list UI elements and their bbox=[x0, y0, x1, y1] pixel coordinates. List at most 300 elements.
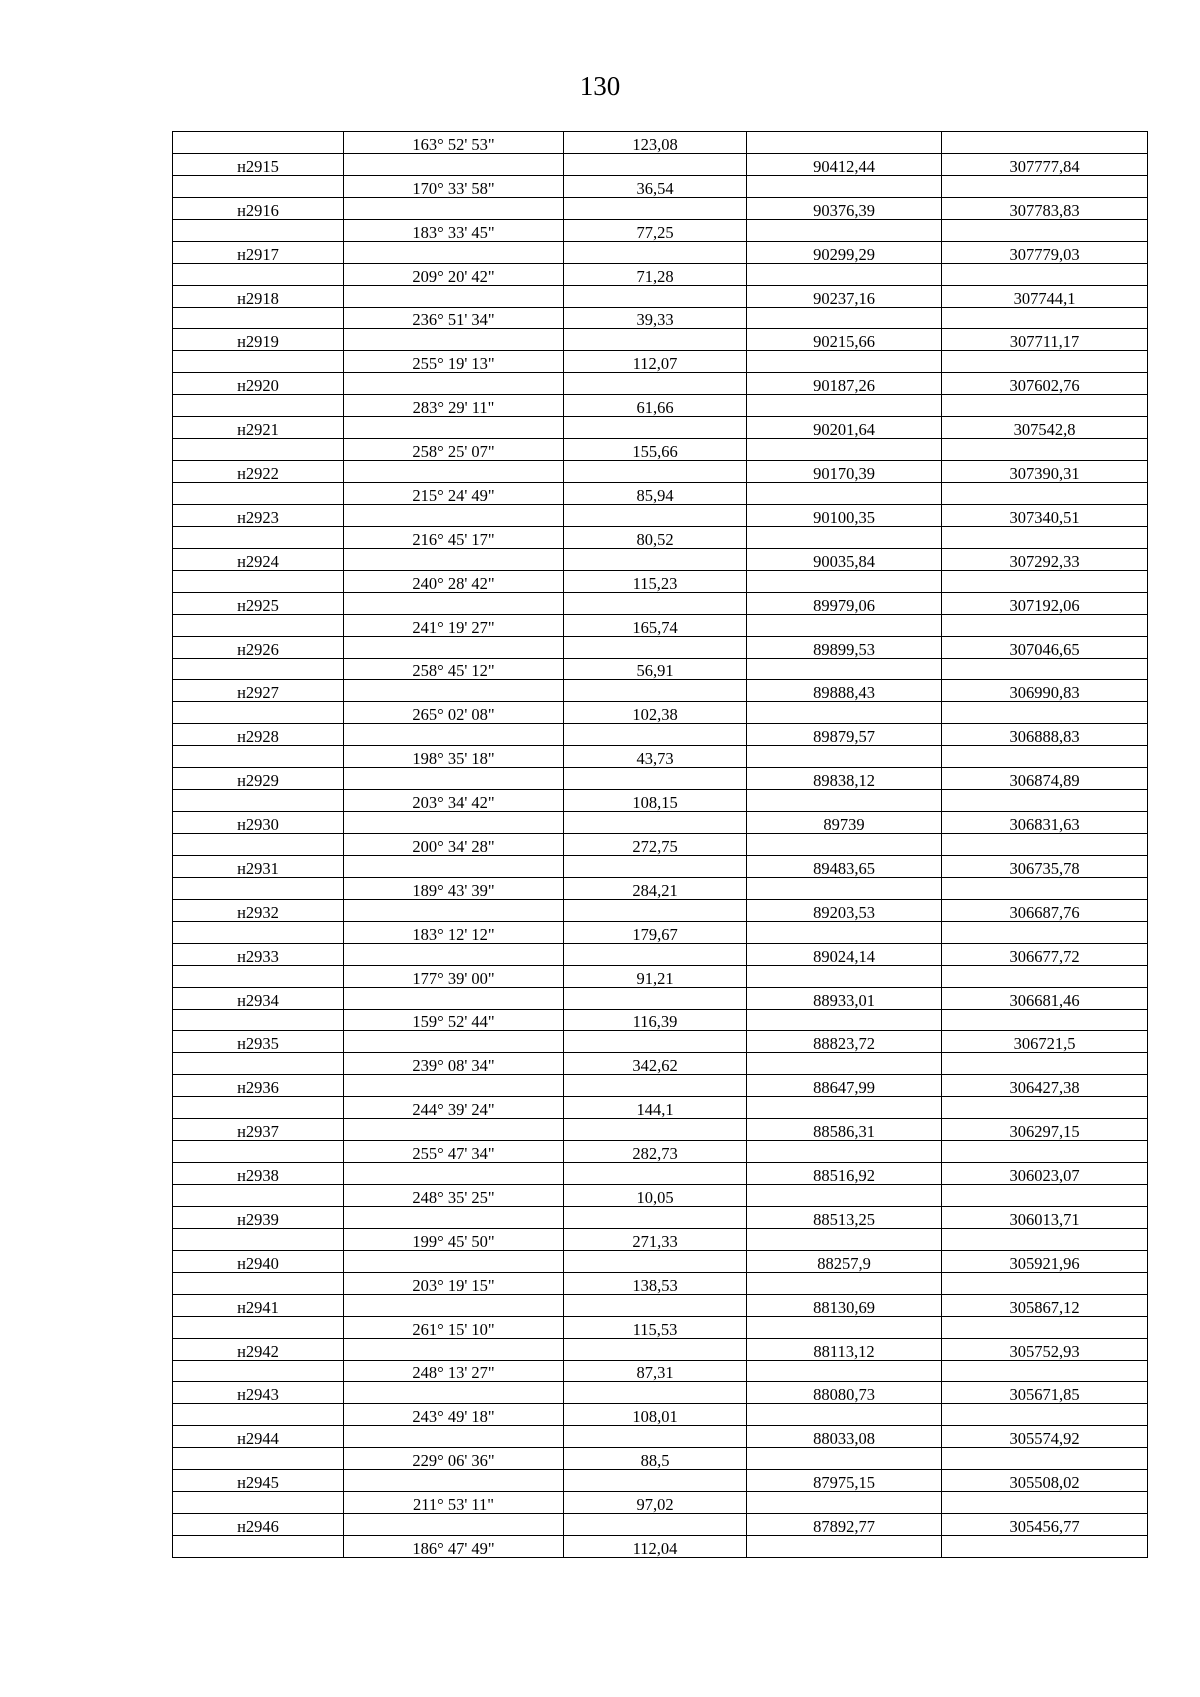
table-row bbox=[173, 877, 1148, 899]
distance-cell bbox=[564, 417, 747, 439]
distance-cell bbox=[564, 1514, 747, 1536]
point-cell bbox=[173, 1185, 344, 1207]
y-coordinate-cell bbox=[942, 877, 1148, 899]
angle-cell bbox=[344, 241, 564, 263]
table-row bbox=[173, 1360, 1148, 1382]
page-number: 130 bbox=[579, 71, 621, 101]
angle-cell: 216° 45' 17" bbox=[344, 526, 564, 548]
angle-cell bbox=[344, 1075, 564, 1097]
table-row bbox=[173, 1097, 1148, 1119]
y-coordinate-cell bbox=[942, 526, 1148, 548]
angle-cell bbox=[344, 1514, 564, 1536]
distance-cell: 165,74 bbox=[564, 614, 747, 636]
x-coordinate-cell bbox=[747, 702, 942, 724]
table-row bbox=[173, 395, 1148, 417]
angle-cell: 283° 29' 11" bbox=[344, 395, 564, 417]
x-coordinate-cell bbox=[747, 526, 942, 548]
point-cell: н2943 bbox=[173, 1382, 344, 1404]
y-coordinate-cell bbox=[942, 1360, 1148, 1382]
angle-cell bbox=[344, 1250, 564, 1272]
x-coordinate-cell bbox=[747, 834, 942, 856]
point-cell: н2944 bbox=[173, 1426, 344, 1448]
angle-cell: 248° 35' 25" bbox=[344, 1185, 564, 1207]
y-coordinate-cell: 306735,78 bbox=[942, 855, 1148, 877]
table-row bbox=[173, 592, 1148, 614]
angle-cell: 239° 08' 34" bbox=[344, 1053, 564, 1075]
table-row bbox=[173, 1163, 1148, 1185]
point-cell: н2920 bbox=[173, 373, 344, 395]
table-row bbox=[173, 768, 1148, 790]
x-coordinate-cell: 88113,12 bbox=[747, 1338, 942, 1360]
distance-cell bbox=[564, 899, 747, 921]
angle-cell: 255° 19' 13" bbox=[344, 351, 564, 373]
angle-cell: 229° 06' 36" bbox=[344, 1448, 564, 1470]
distance-cell bbox=[564, 1075, 747, 1097]
distance-cell: 108,01 bbox=[564, 1404, 747, 1426]
y-coordinate-cell: 307542,8 bbox=[942, 417, 1148, 439]
table-row bbox=[173, 197, 1148, 219]
distance-cell bbox=[564, 768, 747, 790]
y-coordinate-cell bbox=[942, 1053, 1148, 1075]
x-coordinate-cell: 88933,01 bbox=[747, 987, 942, 1009]
point-cell: н2937 bbox=[173, 1119, 344, 1141]
x-coordinate-cell: 90237,16 bbox=[747, 285, 942, 307]
angle-cell: 243° 49' 18" bbox=[344, 1404, 564, 1426]
x-coordinate-cell: 88080,73 bbox=[747, 1382, 942, 1404]
distance-cell: 115,53 bbox=[564, 1316, 747, 1338]
x-coordinate-cell: 88823,72 bbox=[747, 1031, 942, 1053]
x-coordinate-cell: 89838,12 bbox=[747, 768, 942, 790]
point-cell: н2918 bbox=[173, 285, 344, 307]
point-cell: н2940 bbox=[173, 1250, 344, 1272]
x-coordinate-cell: 88130,69 bbox=[747, 1294, 942, 1316]
distance-cell bbox=[564, 1163, 747, 1185]
distance-cell: 284,21 bbox=[564, 877, 747, 899]
table-row bbox=[173, 899, 1148, 921]
angle-cell: 211° 53' 11" bbox=[344, 1492, 564, 1514]
distance-cell: 91,21 bbox=[564, 965, 747, 987]
y-coordinate-cell bbox=[942, 702, 1148, 724]
x-coordinate-cell bbox=[747, 1316, 942, 1338]
table-row bbox=[173, 263, 1148, 285]
distance-cell bbox=[564, 548, 747, 570]
distance-cell: 116,39 bbox=[564, 1009, 747, 1031]
x-coordinate-cell: 89739 bbox=[747, 812, 942, 834]
y-coordinate-cell: 307711,17 bbox=[942, 329, 1148, 351]
angle-cell bbox=[344, 680, 564, 702]
x-coordinate-cell: 88513,25 bbox=[747, 1206, 942, 1228]
distance-cell bbox=[564, 636, 747, 658]
point-cell bbox=[173, 1097, 344, 1119]
distance-cell: 77,25 bbox=[564, 219, 747, 241]
table-row bbox=[173, 1382, 1148, 1404]
distance-cell bbox=[564, 987, 747, 1009]
distance-cell: 282,73 bbox=[564, 1141, 747, 1163]
y-coordinate-cell bbox=[942, 1185, 1148, 1207]
angle-cell: 200° 34' 28" bbox=[344, 834, 564, 856]
table-row bbox=[173, 855, 1148, 877]
y-coordinate-cell: 306721,5 bbox=[942, 1031, 1148, 1053]
angle-cell bbox=[344, 153, 564, 175]
table-row bbox=[173, 1492, 1148, 1514]
y-coordinate-cell: 306681,46 bbox=[942, 987, 1148, 1009]
distance-cell bbox=[564, 1294, 747, 1316]
angle-cell bbox=[344, 943, 564, 965]
x-coordinate-cell bbox=[747, 1053, 942, 1075]
x-coordinate-cell bbox=[747, 570, 942, 592]
table-row bbox=[173, 1316, 1148, 1338]
y-coordinate-cell: 305456,77 bbox=[942, 1514, 1148, 1536]
point-cell bbox=[173, 614, 344, 636]
distance-cell bbox=[564, 1382, 747, 1404]
coordinates-table bbox=[172, 131, 1148, 1558]
y-coordinate-cell bbox=[942, 1272, 1148, 1294]
x-coordinate-cell: 88516,92 bbox=[747, 1163, 942, 1185]
y-coordinate-cell: 306990,83 bbox=[942, 680, 1148, 702]
point-cell: н2930 bbox=[173, 812, 344, 834]
table-row bbox=[173, 1536, 1148, 1558]
table-row bbox=[173, 1206, 1148, 1228]
y-coordinate-cell: 306831,63 bbox=[942, 812, 1148, 834]
x-coordinate-cell bbox=[747, 965, 942, 987]
distance-cell bbox=[564, 1031, 747, 1053]
x-coordinate-cell bbox=[747, 219, 942, 241]
table-row bbox=[173, 483, 1148, 505]
point-cell: н2935 bbox=[173, 1031, 344, 1053]
distance-cell: 112,07 bbox=[564, 351, 747, 373]
table-row bbox=[173, 548, 1148, 570]
table-row bbox=[173, 658, 1148, 680]
y-coordinate-cell bbox=[942, 263, 1148, 285]
angle-cell: 215° 24' 49" bbox=[344, 483, 564, 505]
x-coordinate-cell bbox=[747, 395, 942, 417]
table-row bbox=[173, 461, 1148, 483]
point-cell: н2929 bbox=[173, 768, 344, 790]
y-coordinate-cell: 307340,51 bbox=[942, 504, 1148, 526]
angle-cell: 159° 52' 44" bbox=[344, 1009, 564, 1031]
angle-cell: 236° 51' 34" bbox=[344, 307, 564, 329]
distance-cell bbox=[564, 329, 747, 351]
table-row bbox=[173, 373, 1148, 395]
angle-cell bbox=[344, 1119, 564, 1141]
point-cell bbox=[173, 439, 344, 461]
table-row bbox=[173, 1141, 1148, 1163]
angle-cell: 248° 13' 27" bbox=[344, 1360, 564, 1382]
y-coordinate-cell bbox=[942, 1492, 1148, 1514]
distance-cell: 108,15 bbox=[564, 790, 747, 812]
point-cell bbox=[173, 1404, 344, 1426]
y-coordinate-cell bbox=[942, 790, 1148, 812]
x-coordinate-cell: 90187,26 bbox=[747, 373, 942, 395]
angle-cell bbox=[344, 373, 564, 395]
distance-cell: 43,73 bbox=[564, 746, 747, 768]
angle-cell bbox=[344, 987, 564, 1009]
distance-cell: 102,38 bbox=[564, 702, 747, 724]
angle-cell: 189° 43' 39" bbox=[344, 877, 564, 899]
x-coordinate-cell bbox=[747, 483, 942, 505]
point-cell bbox=[173, 307, 344, 329]
table-row bbox=[173, 175, 1148, 197]
y-coordinate-cell: 306687,76 bbox=[942, 899, 1148, 921]
point-cell bbox=[173, 395, 344, 417]
table-row bbox=[173, 987, 1148, 1009]
coordinates-table-body bbox=[173, 132, 1148, 1558]
y-coordinate-cell bbox=[942, 614, 1148, 636]
distance-cell bbox=[564, 1206, 747, 1228]
point-cell: н2924 bbox=[173, 548, 344, 570]
y-coordinate-cell bbox=[942, 658, 1148, 680]
x-coordinate-cell: 90035,84 bbox=[747, 548, 942, 570]
table-row bbox=[173, 614, 1148, 636]
table-row bbox=[173, 329, 1148, 351]
distance-cell: 97,02 bbox=[564, 1492, 747, 1514]
distance-cell: 56,91 bbox=[564, 658, 747, 680]
x-coordinate-cell: 89879,57 bbox=[747, 724, 942, 746]
angle-cell bbox=[344, 899, 564, 921]
angle-cell: 258° 45' 12" bbox=[344, 658, 564, 680]
point-cell: н2917 bbox=[173, 241, 344, 263]
distance-cell bbox=[564, 197, 747, 219]
angle-cell: 261° 15' 10" bbox=[344, 1316, 564, 1338]
angle-cell: 163° 52' 53" bbox=[344, 132, 564, 154]
point-cell: н2925 bbox=[173, 592, 344, 614]
table-row bbox=[173, 1053, 1148, 1075]
distance-cell: 85,94 bbox=[564, 483, 747, 505]
point-cell: н2934 bbox=[173, 987, 344, 1009]
distance-cell bbox=[564, 373, 747, 395]
distance-cell: 39,33 bbox=[564, 307, 747, 329]
point-cell: н2922 bbox=[173, 461, 344, 483]
x-coordinate-cell: 88257,9 bbox=[747, 1250, 942, 1272]
angle-cell bbox=[344, 197, 564, 219]
point-cell: н2933 bbox=[173, 943, 344, 965]
angle-cell bbox=[344, 548, 564, 570]
point-cell: н2919 bbox=[173, 329, 344, 351]
distance-cell bbox=[564, 153, 747, 175]
x-coordinate-cell: 89024,14 bbox=[747, 943, 942, 965]
angle-cell bbox=[344, 592, 564, 614]
point-cell: н2946 bbox=[173, 1514, 344, 1536]
y-coordinate-cell: 305671,85 bbox=[942, 1382, 1148, 1404]
y-coordinate-cell: 307602,76 bbox=[942, 373, 1148, 395]
distance-cell bbox=[564, 241, 747, 263]
point-cell: н2945 bbox=[173, 1470, 344, 1492]
table-row bbox=[173, 1338, 1148, 1360]
table-row bbox=[173, 1470, 1148, 1492]
x-coordinate-cell bbox=[747, 877, 942, 899]
angle-cell bbox=[344, 636, 564, 658]
angle-cell: 265° 02' 08" bbox=[344, 702, 564, 724]
table-row bbox=[173, 570, 1148, 592]
x-coordinate-cell bbox=[747, 1448, 942, 1470]
point-cell bbox=[173, 526, 344, 548]
angle-cell bbox=[344, 1338, 564, 1360]
y-coordinate-cell: 306888,83 bbox=[942, 724, 1148, 746]
y-coordinate-cell bbox=[942, 175, 1148, 197]
point-cell: н2927 bbox=[173, 680, 344, 702]
table-row bbox=[173, 834, 1148, 856]
y-coordinate-cell bbox=[942, 1141, 1148, 1163]
x-coordinate-cell: 88586,31 bbox=[747, 1119, 942, 1141]
angle-cell: 244° 39' 24" bbox=[344, 1097, 564, 1119]
distance-cell bbox=[564, 285, 747, 307]
table-row bbox=[173, 636, 1148, 658]
y-coordinate-cell: 307783,83 bbox=[942, 197, 1148, 219]
point-cell: н2926 bbox=[173, 636, 344, 658]
distance-cell bbox=[564, 1119, 747, 1141]
y-coordinate-cell: 305921,96 bbox=[942, 1250, 1148, 1272]
angle-cell bbox=[344, 1426, 564, 1448]
x-coordinate-cell bbox=[747, 439, 942, 461]
y-coordinate-cell: 307744,1 bbox=[942, 285, 1148, 307]
table-row bbox=[173, 1426, 1148, 1448]
point-cell bbox=[173, 1360, 344, 1382]
distance-cell: 155,66 bbox=[564, 439, 747, 461]
point-cell: н2941 bbox=[173, 1294, 344, 1316]
angle-cell bbox=[344, 1382, 564, 1404]
point-cell: н2931 bbox=[173, 855, 344, 877]
table-row bbox=[173, 1250, 1148, 1272]
table-row bbox=[173, 285, 1148, 307]
distance-cell: 61,66 bbox=[564, 395, 747, 417]
x-coordinate-cell bbox=[747, 1360, 942, 1382]
x-coordinate-cell: 90376,39 bbox=[747, 197, 942, 219]
table-row bbox=[173, 307, 1148, 329]
angle-cell: 170° 33' 58" bbox=[344, 175, 564, 197]
point-cell bbox=[173, 965, 344, 987]
y-coordinate-cell: 305574,92 bbox=[942, 1426, 1148, 1448]
point-cell: н2915 bbox=[173, 153, 344, 175]
y-coordinate-cell bbox=[942, 132, 1148, 154]
y-coordinate-cell bbox=[942, 1448, 1148, 1470]
point-cell bbox=[173, 219, 344, 241]
y-coordinate-cell: 307777,84 bbox=[942, 153, 1148, 175]
x-coordinate-cell bbox=[747, 790, 942, 812]
y-coordinate-cell: 307046,65 bbox=[942, 636, 1148, 658]
angle-cell bbox=[344, 417, 564, 439]
point-cell bbox=[173, 351, 344, 373]
x-coordinate-cell: 90299,29 bbox=[747, 241, 942, 263]
distance-cell bbox=[564, 1470, 747, 1492]
x-coordinate-cell bbox=[747, 132, 942, 154]
angle-cell bbox=[344, 285, 564, 307]
x-coordinate-cell bbox=[747, 263, 942, 285]
table-row bbox=[173, 1185, 1148, 1207]
angle-cell bbox=[344, 1031, 564, 1053]
table-row bbox=[173, 219, 1148, 241]
y-coordinate-cell: 307390,31 bbox=[942, 461, 1148, 483]
x-coordinate-cell bbox=[747, 1536, 942, 1558]
angle-cell: 258° 25' 07" bbox=[344, 439, 564, 461]
table-row bbox=[173, 153, 1148, 175]
y-coordinate-cell bbox=[942, 921, 1148, 943]
x-coordinate-cell bbox=[747, 658, 942, 680]
angle-cell: 199° 45' 50" bbox=[344, 1228, 564, 1250]
table-row bbox=[173, 526, 1148, 548]
point-cell bbox=[173, 790, 344, 812]
x-coordinate-cell bbox=[747, 1492, 942, 1514]
angle-cell bbox=[344, 1206, 564, 1228]
y-coordinate-cell: 305867,12 bbox=[942, 1294, 1148, 1316]
angle-cell: 198° 35' 18" bbox=[344, 746, 564, 768]
point-cell: н2916 bbox=[173, 197, 344, 219]
distance-cell: 87,31 bbox=[564, 1360, 747, 1382]
x-coordinate-cell: 90170,39 bbox=[747, 461, 942, 483]
table-row bbox=[173, 1075, 1148, 1097]
point-cell: н2939 bbox=[173, 1206, 344, 1228]
distance-cell bbox=[564, 461, 747, 483]
x-coordinate-cell bbox=[747, 1185, 942, 1207]
distance-cell: 138,53 bbox=[564, 1272, 747, 1294]
table-row bbox=[173, 241, 1148, 263]
y-coordinate-cell bbox=[942, 1097, 1148, 1119]
distance-cell: 36,54 bbox=[564, 175, 747, 197]
x-coordinate-cell bbox=[747, 1141, 942, 1163]
y-coordinate-cell bbox=[942, 351, 1148, 373]
point-cell bbox=[173, 263, 344, 285]
table-row bbox=[173, 1294, 1148, 1316]
point-cell: н2942 bbox=[173, 1338, 344, 1360]
x-coordinate-cell: 90201,64 bbox=[747, 417, 942, 439]
distance-cell bbox=[564, 1426, 747, 1448]
table-row bbox=[173, 702, 1148, 724]
y-coordinate-cell: 305508,02 bbox=[942, 1470, 1148, 1492]
y-coordinate-cell: 307192,06 bbox=[942, 592, 1148, 614]
point-cell bbox=[173, 132, 344, 154]
angle-cell: 203° 34' 42" bbox=[344, 790, 564, 812]
point-cell: н2932 bbox=[173, 899, 344, 921]
distance-cell bbox=[564, 812, 747, 834]
y-coordinate-cell: 306023,07 bbox=[942, 1163, 1148, 1185]
point-cell bbox=[173, 1316, 344, 1338]
point-cell: н2938 bbox=[173, 1163, 344, 1185]
point-cell bbox=[173, 1053, 344, 1075]
angle-cell: 183° 33' 45" bbox=[344, 219, 564, 241]
angle-cell bbox=[344, 504, 564, 526]
distance-cell: 88,5 bbox=[564, 1448, 747, 1470]
point-cell bbox=[173, 1228, 344, 1250]
y-coordinate-cell bbox=[942, 483, 1148, 505]
y-coordinate-cell bbox=[942, 1404, 1148, 1426]
point-cell: н2921 bbox=[173, 417, 344, 439]
x-coordinate-cell: 90215,66 bbox=[747, 329, 942, 351]
y-coordinate-cell bbox=[942, 834, 1148, 856]
point-cell: н2936 bbox=[173, 1075, 344, 1097]
table-row bbox=[173, 1272, 1148, 1294]
angle-cell: 209° 20' 42" bbox=[344, 263, 564, 285]
x-coordinate-cell: 87975,15 bbox=[747, 1470, 942, 1492]
x-coordinate-cell bbox=[747, 1228, 942, 1250]
table-row bbox=[173, 1031, 1148, 1053]
point-cell bbox=[173, 483, 344, 505]
point-cell bbox=[173, 1492, 344, 1514]
distance-cell: 342,62 bbox=[564, 1053, 747, 1075]
point-cell bbox=[173, 1272, 344, 1294]
x-coordinate-cell: 87892,77 bbox=[747, 1514, 942, 1536]
y-coordinate-cell bbox=[942, 570, 1148, 592]
y-coordinate-cell bbox=[942, 965, 1148, 987]
angle-cell: 255° 47' 34" bbox=[344, 1141, 564, 1163]
x-coordinate-cell: 89899,53 bbox=[747, 636, 942, 658]
x-coordinate-cell: 89888,43 bbox=[747, 680, 942, 702]
angle-cell bbox=[344, 1163, 564, 1185]
y-coordinate-cell bbox=[942, 307, 1148, 329]
distance-cell bbox=[564, 504, 747, 526]
point-cell bbox=[173, 658, 344, 680]
distance-cell: 123,08 bbox=[564, 132, 747, 154]
distance-cell: 112,04 bbox=[564, 1536, 747, 1558]
y-coordinate-cell bbox=[942, 395, 1148, 417]
